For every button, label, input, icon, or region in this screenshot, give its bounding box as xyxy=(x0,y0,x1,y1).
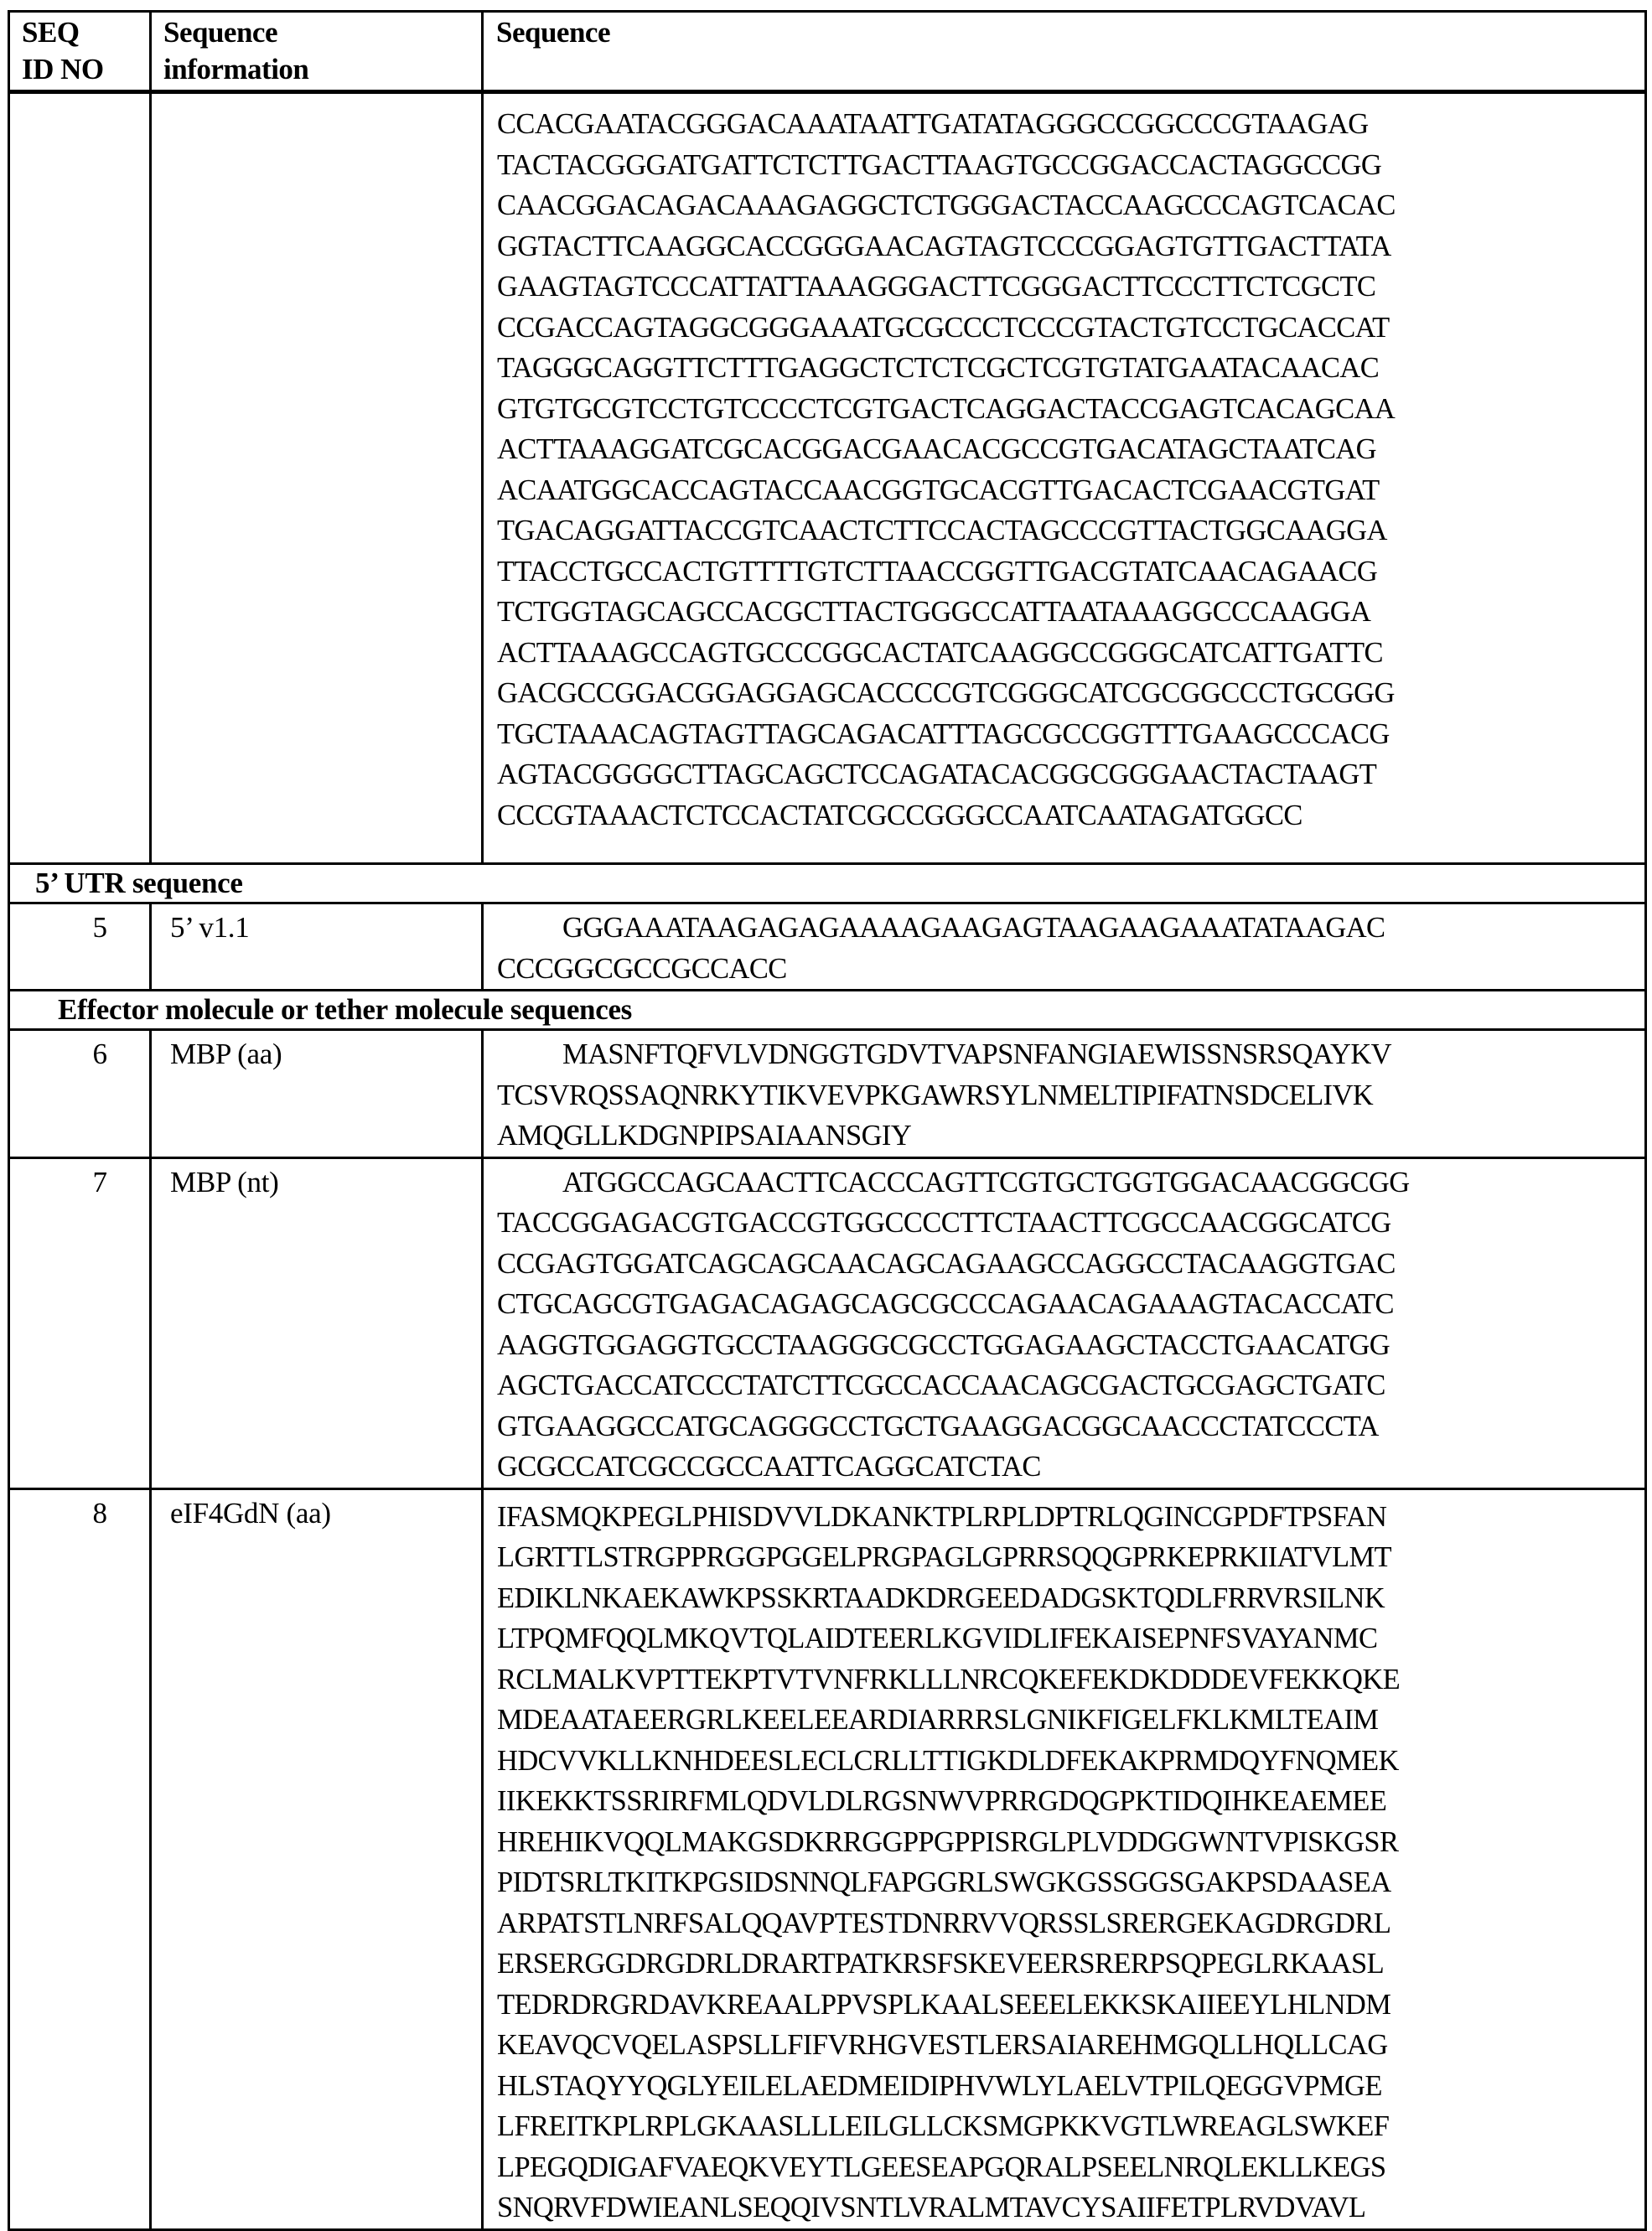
sequence-line: ACTTAAAGCCAGTGCCCGGCACTATCAAGGCCGGGCATCATTGATTC xyxy=(497,636,1383,669)
sequence-line: TGCTAAACAGTAGTTAGCAGACATTTAGCGCCGGTTTGAAGCCCACG xyxy=(497,717,1390,750)
sequence-line: TACCGGAGACGTGACCGTGGCCCCTTCTAACTTCGCCAACGGCATCG xyxy=(497,1207,1391,1239)
seq-id-cell: 6 xyxy=(9,1030,151,1158)
sequence-line: HREHIKVQQLMAKGSDKRRGGPPGPPISRGLPLVDDGGWNTVPISKGSR xyxy=(497,1825,1399,1858)
sequence-line: AAGGTGGAGGTGCCTAAGGGCGCCTGGAGAAGCTACCTGAACATGG xyxy=(497,1328,1390,1361)
sequence-line: GCGCCATCGCCGCCAATTCAGGCATCTAC xyxy=(497,1451,1041,1483)
table-row-8 xyxy=(9,1488,1646,2229)
sequence-line: GTGAAGGCCATGCAGGGCCTGCTGAAGGACGGCAACCCTATCCCTA xyxy=(497,1410,1379,1442)
seq-id-cell xyxy=(9,92,151,864)
seq-id-cell: 8 xyxy=(9,1488,151,2229)
sequence-line: GGTACTTCAAGGCACCGGGAACAGTAGTCCCGGAGTGTTGACTTATA xyxy=(497,230,1391,262)
sequence-line: ARPATSTLNRFSALQQAVPTESTDNRRVVQRSSLSRERGEKAGDRGDRL xyxy=(497,1907,1391,1939)
sequence-line: ACTTAAAGGATCGCACGGACGAACACGCCGTGACATAGCTAATCAG xyxy=(497,433,1376,465)
sequence-cell xyxy=(483,903,1646,991)
section-title-effector: Effector molecule or tether molecule sequences xyxy=(9,991,1646,1030)
sequence-line: TGACAGGATTACCGTCAACTCTTCCACTAGCCCGTTACTGGCAAGGA xyxy=(497,515,1387,546)
sequence-cell xyxy=(483,1488,1646,2229)
sequence-line: AGTACGGGGCTTAGCAGCTCCAGATACACGGCGGGAACTACTAAGT xyxy=(497,758,1377,790)
header-row xyxy=(9,12,1646,92)
table-row-7 xyxy=(9,1157,1646,1488)
header-seq-id-no: SEQ ID NO xyxy=(9,12,151,92)
section-row-effector xyxy=(9,991,1646,1030)
table-row-continued xyxy=(9,92,1646,864)
sequence-line: CCACGAATACGGGACAAATAATTGATATAGGGCCGGCCCGTAAGAG xyxy=(497,108,1369,140)
sequence-info-cell: MBP (nt) xyxy=(151,1157,483,1488)
sequence-line: LTPQMFQQLMKQVTQLAIDTEERLKGVIDLIFEKAISEPNFSVAYANMC xyxy=(497,1623,1378,1654)
sequence-line: IIKEKKTSSRIRFMLQDVLDLRGSNWVPRRGDQGPKTIDQIHKEAEMEE xyxy=(497,1785,1387,1817)
sequence-line: CTGCAGCGTGAGACAGAGCAGCGCCCAGAACAGAAAGTACACCATC xyxy=(497,1288,1394,1320)
sequence-line: CCCGTAAACTCTCCACTATCGCCGGGCCAATCAATAGATGGCC xyxy=(497,799,1302,831)
sequence-line: AMQGLLKDGNPIPSAIAANSGIY xyxy=(497,1120,912,1152)
sequence-line: TAGGGCAGGTTCTTTGAGGCTCTCTCGCTCGTGTATGAATACAACAC xyxy=(497,352,1380,384)
sequence-cell xyxy=(483,1030,1646,1158)
sequence-line: HDCVVKLLKNHDEESLECLCRLLTTIGKDLDFEKAKPRMDQYFNQMEK xyxy=(497,1744,1399,1777)
header-sequence-information: Sequence information xyxy=(151,12,483,92)
sequence-cell xyxy=(483,92,1646,864)
sequence-table xyxy=(8,10,1647,2231)
table-row-6 xyxy=(9,1030,1646,1158)
sequence-line: ATGGCCAGCAACTTCACCCAGTTCGTGCTGGTGGACAACGGCGG xyxy=(562,1166,1410,1198)
sequence-line: TACTACGGGATGATTCTCTTGACTTAAGTGCCGGACCACTAGGCCGG xyxy=(497,148,1382,181)
sequence-line: GACGCCGGACGGAGGAGCACCCCGTCGGGCATCGCGGCCCTGCGGG xyxy=(497,677,1395,709)
section-title-5utr: 5’ UTR sequence xyxy=(9,864,1646,903)
sequence-cell xyxy=(483,1157,1646,1488)
sequence-line: AGCTGACCATCCCTATCTTCGCCACCAACAGCGACTGCGAGCTGATC xyxy=(497,1369,1385,1401)
sequence-line: GGGAAATAAGAGAGAAAAGAAGAGTAAGAAGAAATATAAGAC xyxy=(562,912,1385,944)
sequence-line: GTGTGCGTCCTGTCCCCTCGTGACTCAGGACTACCGAGTCACAGCAA xyxy=(497,392,1396,425)
sequence-line: SNQRVFDWIEANLSEQQIVSNTLVRALMTAVCYSAIIFETPLRVDVAVL xyxy=(497,2192,1366,2223)
sequence-line: ERSERGGDRGDRLDRARTPATKRSFSKEVEERSRERPSQPEGLRKAASL xyxy=(497,1948,1385,1980)
sequence-line: HLSTAQYYQGLYEILELAEDMEIDIPHVWLYLAELVTPILQEGGVPMGE xyxy=(497,2069,1382,2102)
sequence-line: LGRTTLSTRGPPRGGPGGELPRGPAGLGPRRSQQGPRKEPRKIIATVLMT xyxy=(497,1541,1391,1573)
sequence-line: LFREITKPLRPLGKAASLLLEILGLLCKSMGPKKVGTLWREAGLSWKEF xyxy=(497,2110,1390,2142)
sequence-line: MDEAATAEERGRLKEELEEARDIARRRSLGNIKFIGELFKLKMLTEAIM xyxy=(497,1704,1379,1736)
section-row-5utr xyxy=(9,864,1646,903)
sequence-line: TCSVRQSSAQNRKYTIKVEVPKGAWRSYLNMELTIPIFATNSDCELIVK xyxy=(497,1079,1374,1111)
sequence-line: RCLMALKVPTTEKPTVTVNFRKLLLNRCQKEFEKDKDDDEVFEKKQKE xyxy=(497,1663,1401,1695)
sequence-line: TTACCTGCCACTGTTTTGTCTTAACCGGTTGACGTATCAACAGAACG xyxy=(497,555,1378,588)
sequence-line: LPEGQDIGAFVAEQKVEYTLGEESEAPGQRALPSEELNRQLEKLLKEGS xyxy=(497,2151,1386,2183)
sequence-line: MASNFTQFVLVDNGGTGDVTVAPSNFANGIAEWISSNSRSQAYKV xyxy=(562,1038,1391,1070)
sequence-info-cell xyxy=(151,92,483,864)
seq-id-cell: 7 xyxy=(9,1157,151,1488)
sequence-line: TEDRDRGRDAVKREAALPPVSPLKAALSEEELEKKSKAIIEEYLHLNDM xyxy=(497,1988,1391,2021)
sequence-line: CAACGGACAGACAAAGAGGCTCTGGGACTACCAAGCCCAGTCACAC xyxy=(497,189,1396,221)
sequence-line: ACAATGGCACCAGTACCAACGGTGCACGTTGACACTCGAACGTGAT xyxy=(497,474,1380,506)
seq-id-cell: 5 xyxy=(9,903,151,991)
sequence-line: CCCGGCGCCGCCACC xyxy=(497,952,787,985)
sequence-line: EDIKLNKAEKAWKPSSKRTAADKDRGEEDADGSKTQDLFRRVRSILNK xyxy=(497,1581,1385,1614)
sequence-line: KEAVQCVQELASPSLLFIFVRHGVESTLERSAIAREHMGQLLHQLLCAG xyxy=(497,2029,1388,2061)
sequence-info-cell: eIF4GdN (aa) xyxy=(151,1488,483,2229)
sequence-line: PIDTSRLTKITKPGSIDSNNQLFAPGGRLSWGKGSSGGSGAKPSDAASEA xyxy=(497,1866,1391,1898)
sequence-line: GAAGTAGTCCCATTATTAAAGGGACTTCGGGACTTCCCTTCTCGCTC xyxy=(497,271,1376,303)
sequence-line: CCGAGTGGATCAGCAGCAACAGCAGAAGCCAGGCCTACAAGGTGAC xyxy=(497,1247,1396,1280)
table-row-5 xyxy=(9,903,1646,991)
header-sequence: Sequence xyxy=(483,12,1646,92)
sequence-line: CCGACCAGTAGGCGGGAAATGCGCCCTCCCGTACTGTCCTGCACCAT xyxy=(497,311,1390,344)
sequence-info-cell: MBP (aa) xyxy=(151,1030,483,1158)
sequence-line: IFASMQKPEGLPHISDVVLDKANKTPLRPLDPTRLQGINCGPDFTPSFAN xyxy=(497,1500,1387,1533)
sequence-info-cell: 5’ v1.1 xyxy=(151,903,483,991)
sequence-line: TCTGGTAGCAGCCACGCTTACTGGGCCATTAATAAAGGCCCAAGGA xyxy=(497,596,1371,628)
